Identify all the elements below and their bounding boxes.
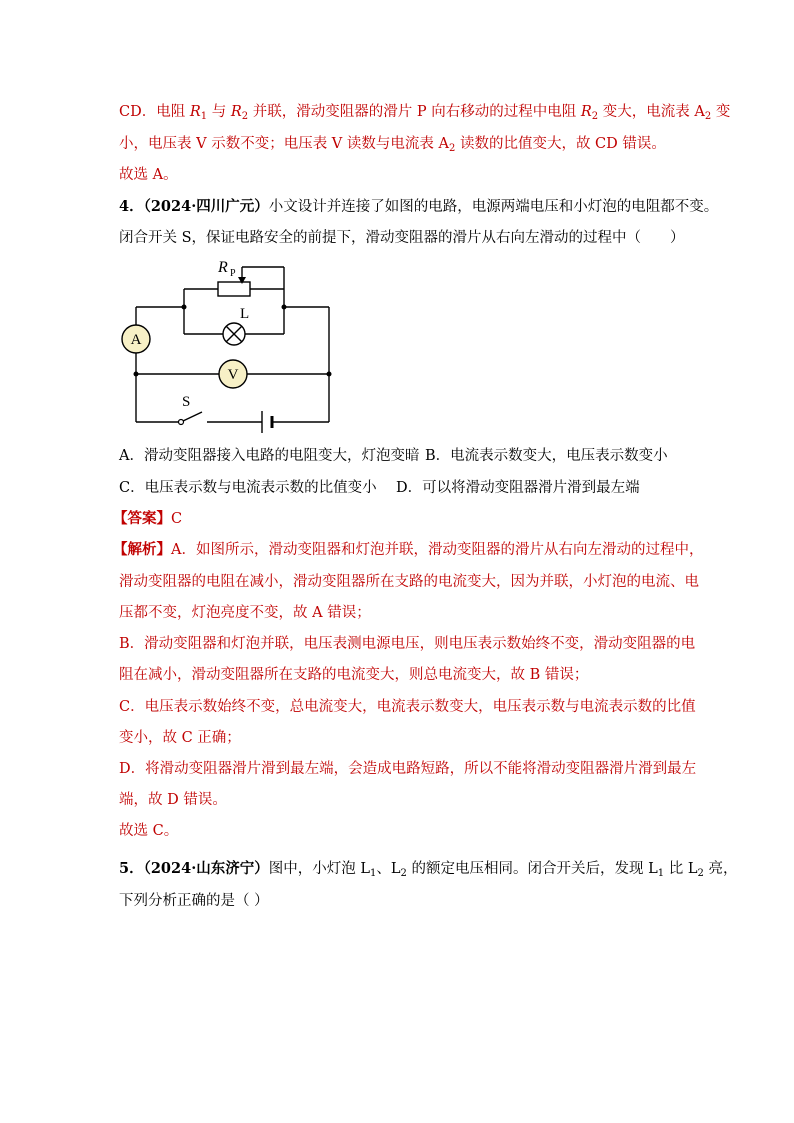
- prev-conclusion: 故选 A。: [119, 167, 178, 183]
- q4-analysis-line-2: 滑动变阻器的电阻在减小，滑动变阻器所在支路的电流变大，因为并联，小灯泡的电流、电: [119, 574, 699, 590]
- q4-option-b: B．电流表示数变大，电压表示数变小: [425, 448, 668, 464]
- lamp-label: L: [240, 306, 250, 322]
- q5-stem-line1: 5．（2024·山东济宁）图中，小灯泡 $L_1$、$L_2$ 的额定电压相同。闭合开关后，发现 $L_1$ 比 $L_2$ 亮，: [119, 860, 738, 879]
- q4-analysis-line-4: B．滑动变阻器和灯泡并联，电压表测电源电压，则电压表示数始终不变，滑动变阻器的电: [119, 636, 696, 652]
- q4-option-d: D．可以将滑动变阻器滑片滑到最左端: [396, 480, 640, 496]
- circuit-diagram: [110, 250, 360, 440]
- switch-label: S: [182, 394, 191, 410]
- q5-number: 5．: [119, 860, 144, 877]
- q4-answer: [113, 509, 182, 529]
- q4-analysis-line-7: 变小，故 C 正确；: [119, 730, 241, 746]
- q5-stem-line2: 下列分析正确的是（ ）: [119, 893, 269, 909]
- q5-source: （2024·山东济宁）: [143, 860, 269, 877]
- q4-number: 4．: [119, 198, 144, 215]
- prev-analysis-cd-line2: 小，电压表 V 示数不变；电压表 V 读数与电流表 $A_2$ 读数的比值变大，故 CD 错误。: [119, 136, 666, 154]
- rp-label: R: [218, 259, 228, 276]
- answer-value: C: [171, 511, 183, 527]
- q4-analysis-line-1: 【解析】A．如图所示，滑动变阻器和灯泡并联，滑动变阻器的滑片从右向左滑动的过程中，: [113, 541, 704, 558]
- q4-conclusion: 故选 C。: [119, 823, 179, 839]
- q4-source: （2024·四川广元）: [143, 198, 269, 215]
- prev-analysis-cd-line1: CD．电阻 $R_1$ 与 $R_2$ 并联，滑动变阻器的滑片 P 向右移动的过程中电阻 $R_2$ 变大，电流表 $A_2$ 变: [119, 104, 731, 122]
- q4-analysis-line-6: C．电压表示数始终不变，总电流变大，电流表示数变大，电压表示数与电流表示数的比值: [119, 699, 696, 715]
- q4-option-a: A．滑动变阻器接入电路的电阻变大，灯泡变暗: [119, 448, 420, 464]
- q4-analysis-line-3: 压都不变，灯泡亮度不变，故 A 错误；: [119, 605, 371, 621]
- ammeter-label: A: [130, 332, 142, 348]
- q4-analysis-line-8: D．将滑动变阻器滑片滑到最左端，会造成电路短路，所以不能将滑动变阻器滑片滑到最左: [119, 761, 697, 777]
- voltmeter-label: V: [227, 367, 239, 383]
- analysis-tag: 【解析】: [113, 541, 171, 558]
- q4-option-c: C．电压表示数与电流表示数的比值变小: [119, 480, 377, 496]
- answer-tag: 【答案】: [113, 510, 171, 527]
- rp-subscript: P: [230, 268, 236, 279]
- q4-stem-line2: 闭合开关 S，保证电路安全的前提下，滑动变阻器的滑片从右向左滑动的过程中（ ）: [119, 230, 685, 246]
- q4-analysis-line-9: 端，故 D 错误。: [119, 792, 227, 808]
- q4-stem-line1: 4．（2024·四川广元）小文设计并连接了如图的电路，电源两端电压和小灯泡的电阻都不变。: [119, 198, 719, 215]
- q4-analysis-line-5: 阻在减小，滑动变阻器所在支路的电流变大，则总电流变大，故 B 错误；: [119, 667, 589, 683]
